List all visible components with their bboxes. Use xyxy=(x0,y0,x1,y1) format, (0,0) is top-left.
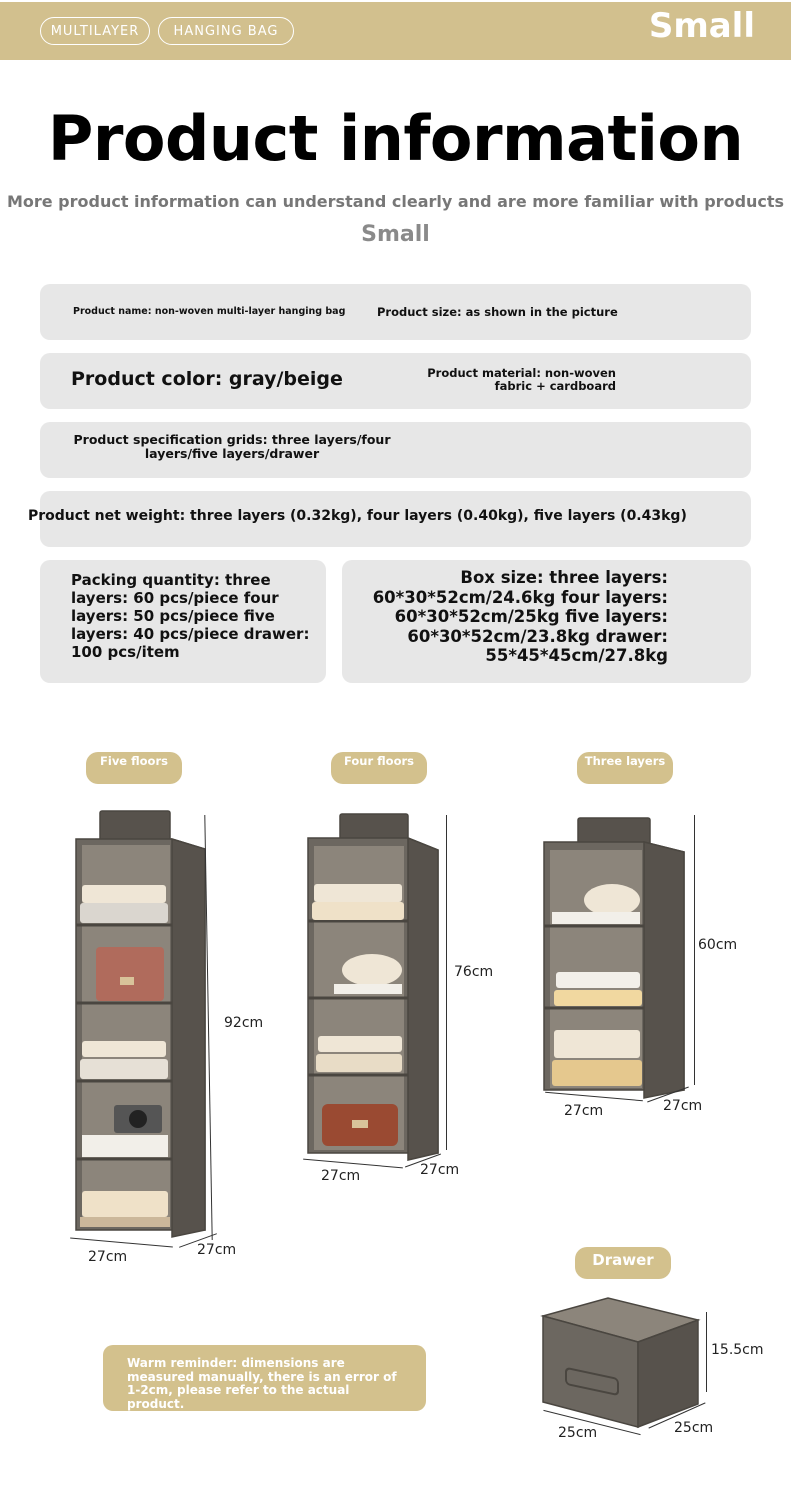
five-height: 92cm xyxy=(224,1015,264,1031)
three-height: 60cm xyxy=(698,937,738,953)
drawer-image xyxy=(538,1292,708,1432)
product-color: Product color: gray/beige xyxy=(71,368,343,390)
header-size-label: Small xyxy=(648,6,755,46)
four-height: 76cm xyxy=(454,964,494,980)
tag-hanging-bag: HANGING BAG xyxy=(158,17,294,45)
tag-five-floors: Five floors xyxy=(86,752,182,784)
three-layer-organizer-image xyxy=(540,812,690,1102)
product-name: Product name: non-woven multi-layer hanging bag xyxy=(73,306,346,317)
info-row-3 xyxy=(40,422,751,478)
box-size-panel xyxy=(342,560,751,683)
page-subtitle: More product information can understand clearly and are more familiar with products xyxy=(6,192,785,211)
three-width: 27cm xyxy=(564,1103,604,1119)
three-height-line xyxy=(694,815,695,1085)
drawer-depth: 25cm xyxy=(674,1420,714,1436)
three-depth: 27cm xyxy=(663,1098,703,1114)
product-spec: Product specification grids: three layers/four layers/five layers/drawer xyxy=(73,432,391,461)
drawer-width: 25cm xyxy=(558,1425,598,1441)
size-caption: Small xyxy=(361,222,430,247)
four-width: 27cm xyxy=(321,1168,361,1184)
tag-three-layers: Three layers xyxy=(577,752,673,784)
product-weight: Product net weight: three layers (0.32kg), four layers (0.40kg), five layers (0.43kg) xyxy=(28,508,687,524)
tag-drawer: Drawer xyxy=(575,1247,671,1279)
packing-quantity: Packing quantity: three layers: 60 pcs/piece four layers: 50 pcs/piece five layers: 40 pcs/piece drawer: 100 pcs/item xyxy=(71,571,310,661)
tag-four-floors: Four floors xyxy=(331,752,427,784)
warm-reminder: Warm reminder: dimensions are measured manually, there is an error of 1-2cm, please refer to the actual product. xyxy=(103,1345,426,1411)
info-row-2 xyxy=(40,353,751,409)
box-size: Box size: three layers: 60*30*52cm/24.6kg four layers: 60*30*52cm/25kg five layers: 60*30*52cm/23.8kg drawer: 55*45*45cm/27.8kg xyxy=(372,568,668,665)
drawer-height-line xyxy=(706,1312,707,1392)
four-depth: 27cm xyxy=(420,1162,460,1178)
drawer-height: 15.5cm xyxy=(711,1342,764,1358)
tag-multilayer: MULTILAYER xyxy=(40,17,150,45)
product-size: Product size: as shown in the picture xyxy=(377,305,618,319)
page-title: Product information xyxy=(47,102,744,175)
product-material: Product material: non-woven fabric + cardboard xyxy=(427,366,616,393)
four-height-line xyxy=(446,815,447,1150)
five-depth: 27cm xyxy=(197,1242,237,1258)
info-row-1 xyxy=(40,284,751,340)
five-width: 27cm xyxy=(88,1249,128,1265)
four-layer-organizer-image xyxy=(300,808,450,1168)
packing-box xyxy=(40,560,326,683)
